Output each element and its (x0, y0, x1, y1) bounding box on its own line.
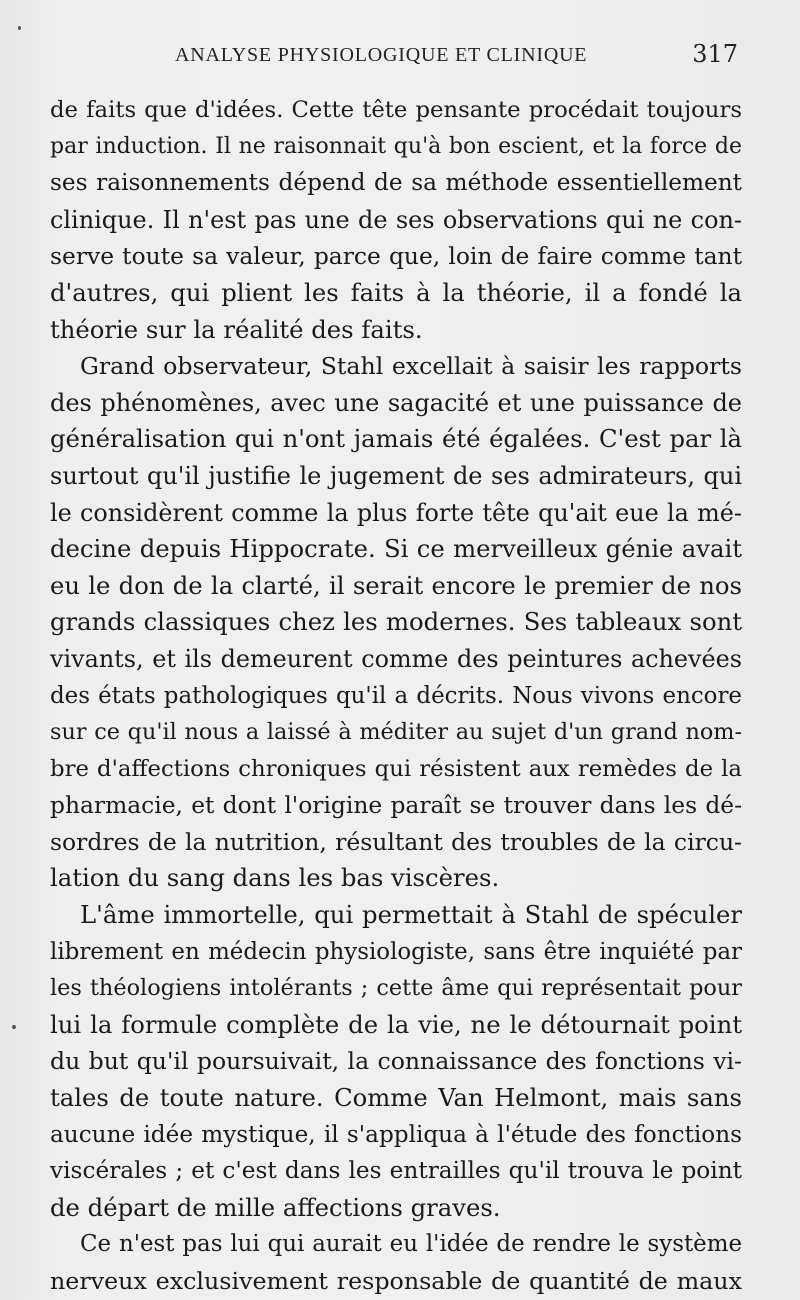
text-line: de départ de mille affections graves. (50, 1192, 501, 1222)
text-line: librement en médecin physiologiste, sans être inquiété par (50, 938, 742, 965)
margin-speck (18, 26, 21, 30)
text-line: surtout qu'il justifie le jugement de ses admirateurs, qui (50, 461, 742, 490)
text-line: théorie sur la réalité des faits. (50, 314, 423, 344)
paragraph-first-line: Grand observateur, Stahl excellait à saisir les rapports (80, 352, 742, 381)
margin-speck (12, 1025, 16, 1029)
text-line: par induction. Il ne raisonnait qu'à bon escient, et la force de (50, 133, 742, 159)
text-line: du but qu'il poursuivait, la connaissance des fonctions vi- (50, 1047, 742, 1076)
text-line: tales de toute nature. Comme Van Helmont, mais sans (50, 1083, 742, 1113)
text-line: le considèrent comme la plus forte tête qu'ait eue la mé- (50, 498, 742, 527)
paragraph-first-line: L'âme immortelle, qui permettait à Stahl de spéculer (80, 900, 742, 930)
page-number: 317 (692, 40, 738, 68)
text-line: serve toute sa valeur, parce que, loin de faire comme tant (50, 242, 742, 271)
text-line: vivants, et ils demeurent comme des peintures achevées (50, 644, 742, 673)
text-line: viscérales ; et c'est dans les entrailles qu'il trouva le point (50, 1157, 742, 1185)
text-line: des phénomènes, avec une sagacité et une puissance de (50, 388, 742, 417)
text-line: pharmacie, et dont l'origine paraît se trouver dans les dé- (50, 791, 742, 820)
body-text (50, 92, 742, 1300)
text-line: ses raisonnements dépend de sa méthode essentiellement (50, 169, 742, 197)
text-line: bre d'affections chroniques qui résistent aux remèdes de la (50, 755, 742, 782)
text-line: nerveux exclusivement responsable de quantité de maux (50, 1267, 742, 1295)
text-line: lui la formule complète de la vie, ne le détournait point (50, 1009, 742, 1039)
text-line: lation du sang dans les bas viscères. (50, 863, 500, 893)
paragraph-first-line: Ce n'est pas lui qui aurait eu l'idée de rendre le système (80, 1231, 742, 1258)
text-line: decine depuis Hippocrate. Si ce merveilleux génie avait (50, 534, 742, 564)
running-title: ANALYSE PHYSIOLOGIQUE ET CLINIQUE (175, 44, 588, 66)
text-line: d'autres, qui plient les faits à la théorie, il a fondé la (50, 277, 742, 307)
text-line: clinique. Il n'est pas une de ses observations qui ne con- (50, 205, 742, 234)
page-header (50, 38, 740, 78)
text-line: eu le don de la clarté, il serait encore le premier de nos (50, 570, 742, 600)
text-line: les théologiens intolérants ; cette âme qui représentait pour (50, 975, 742, 1002)
text-line: des états pathologiques qu'il a décrits. Nous vivons encore (50, 682, 742, 709)
text-line: sur ce qu'il nous a laissé à méditer au sujet d'un grand nom- (50, 719, 742, 746)
text-line: généralisation qui n'ont jamais été égalées. C'est par là (50, 424, 742, 454)
text-line: de faits que d'idées. Cette tête pensante procédait toujours (50, 97, 742, 123)
text-line: sordres de la nutrition, résultant des troubles de la circu- (50, 827, 742, 856)
text-line: grands classiques chez les modernes. Ses tableaux sont (50, 607, 742, 637)
text-line: aucune idée mystique, il s'appliqua à l'étude des fonctions (50, 1121, 742, 1148)
